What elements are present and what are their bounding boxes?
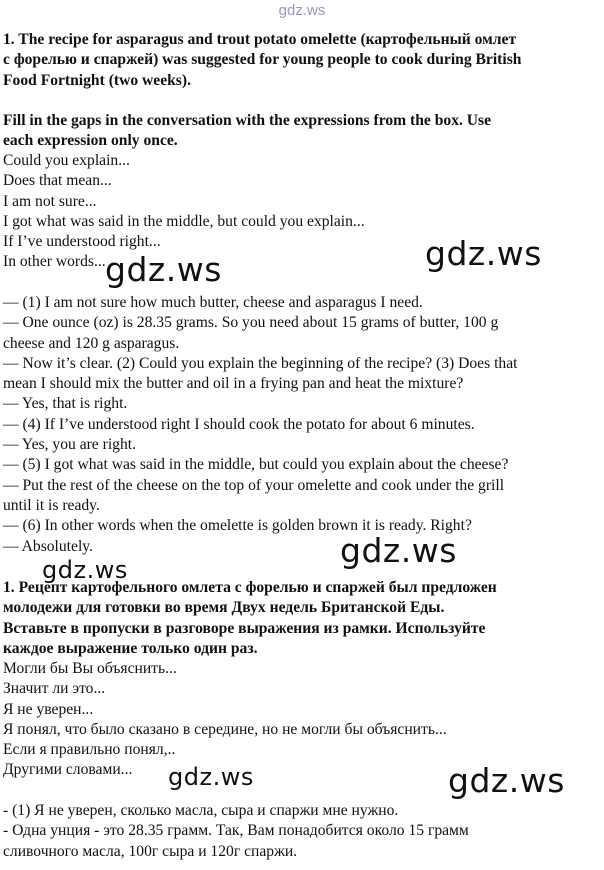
english-title [3, 30, 601, 91]
russian-title-line: Вставьте в пропуски в разговоре выражения из рамки. Используйте [3, 619, 486, 637]
dialogue-line: - Одна унция - это 28.35 грамм. Так, Вам понадобится около 15 грамм [3, 822, 469, 840]
expression-item: I am not sure... [3, 192, 97, 210]
dialogue-line: — (1) I am not sure how much butter, cheese and asparagus I need. [3, 294, 423, 311]
watermark: gdz.ws [448, 761, 565, 800]
english-title-line: с форелью и спаржей) was suggested for young people to cook during British [3, 51, 522, 69]
watermark: gdz.ws [105, 250, 222, 289]
english-task-line: each expression only once. [3, 132, 178, 150]
expression-item: Другими словами... [3, 761, 133, 779]
expression-item: If I’ve understood right... [3, 233, 161, 251]
dialogue-line: — Yes, you are right. [3, 436, 136, 454]
dialogue-line: until it is ready. [3, 496, 100, 514]
english-dialogue [3, 293, 601, 557]
dialogue-line: — Now it’s clear. (2) Could you explain the beginning of the recipe? (3) Does that [3, 354, 518, 372]
expression-item: I got what was said in the middle, but could you explain... [3, 212, 365, 230]
watermark: gdz.ws [340, 531, 457, 570]
english-title-line: 1. The recipe for asparagus and trout potato omelette (картофельный омлет [3, 31, 517, 48]
watermark: gdz.ws [425, 234, 542, 273]
expression-item: Does that mean... [3, 172, 112, 190]
russian-title-line: каждое выражение только один раз. [3, 639, 258, 657]
english-title-line: Food Fortnight (two weeks). [3, 71, 191, 89]
dialogue-line: — (6) In other words when the omelette is golden brown it is ready. Right? [3, 517, 472, 535]
watermark: gdz.ws [42, 556, 128, 584]
dialogue-line: — (5) I got what was said in the middle, but could you explain about the cheese? [3, 456, 509, 474]
dialogue-line: — One ounce (oz) is 28.35 grams. So you need about 15 grams of butter, 100 g [3, 314, 499, 332]
dialogue-line: mean I should mix the butter and oil in a frying pan and heat the mixture? [3, 375, 464, 393]
dialogue-line: сливочного масла, 100г сыра и 120г спаржи. [3, 842, 298, 860]
russian-title-line: 1. Рецепт картофельного омлета с форелью и спаржей был предложен [3, 579, 497, 596]
dialogue-line: — Yes, that is right. [3, 395, 128, 413]
english-task-line: Fill in the gaps in the conversation with the expressions from the box. Use [3, 112, 492, 129]
expression-item: In other words... [3, 253, 106, 271]
russian-title [3, 578, 601, 659]
expression-item: Could you explain... [3, 152, 130, 169]
site-mark: gdz.ws [278, 2, 326, 19]
expression-item: Я понял, что было сказано в середине, но не могли бы объяснить... [3, 720, 447, 738]
expression-item: Если я правильно понял,.. [3, 741, 176, 759]
expression-item: Значит ли это... [3, 680, 106, 698]
dialogue-line: - (1) Я не уверен, сколько масла, сыра и спаржи мне нужно. [3, 802, 399, 819]
dialogue-line: — Absolutely. [3, 537, 93, 555]
russian-title-line: молодежи для готовки во время Двух недель Британской Еды. [3, 599, 445, 617]
dialogue-line: — (4) If I’ve understood right I should cook the potato for about 6 minutes. [3, 415, 475, 433]
dialogue-line: cheese and 120 g asparagus. [3, 334, 180, 352]
expression-item: Я не уверен... [3, 700, 94, 718]
expression-item: Могли бы Вы объяснить... [3, 660, 177, 677]
english-task [3, 111, 601, 152]
dialogue-line: — Put the rest of the cheese on the top of your omelette and cook under the grill [3, 476, 505, 494]
watermark: gdz.ws [168, 763, 254, 791]
russian-dialogue [3, 801, 601, 862]
